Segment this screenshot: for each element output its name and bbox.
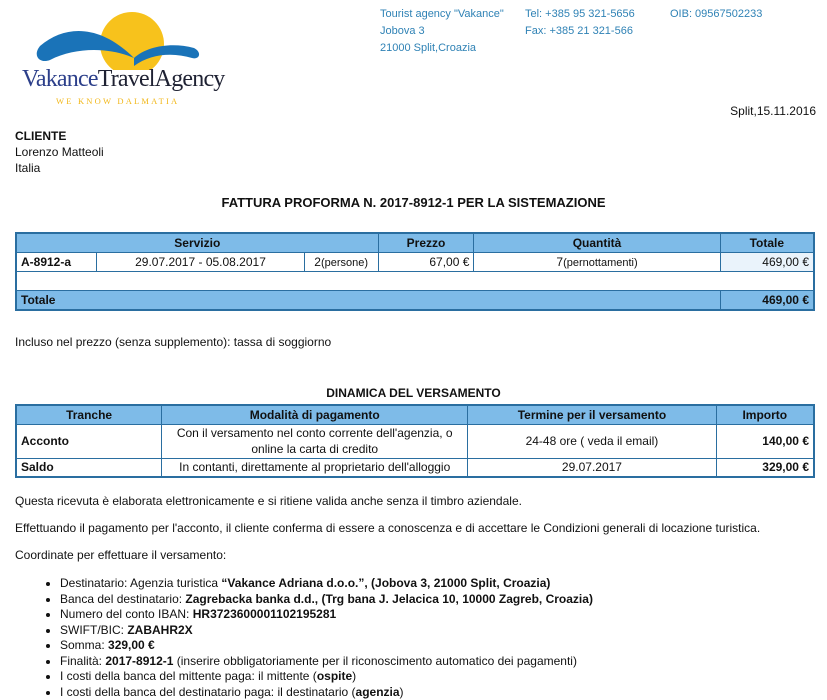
logo-wordmark — [22, 66, 225, 93]
coord-label: Finalità: — [60, 653, 106, 668]
quantity-number: 7 — [556, 254, 564, 269]
coord-label: SWIFT/BIC: — [60, 622, 128, 637]
total-value: 469,00 € — [720, 290, 814, 310]
list-item — [60, 685, 593, 700]
coord-value: agenzia — [355, 684, 400, 699]
total-label: Totale — [16, 290, 720, 310]
coord-suffix: ) — [399, 684, 404, 699]
agency-logo — [22, 8, 232, 104]
list-item — [60, 576, 593, 592]
list-item — [60, 592, 593, 608]
terms-note: Effettuando il pagamento per l'acconto, il cliente conferma di essere a conoscenza e di accettare le Condizioni generali di locazione turistica. — [15, 521, 761, 535]
coord-value: “Vakance Adriana d.o.o.”, (Jobova 3, 21000 Split, Croazia) — [221, 576, 551, 590]
header-quantity: Quantità — [474, 233, 720, 252]
header-method: Modalità di pagamento — [162, 405, 468, 424]
service-code: A-8912-a — [16, 252, 97, 271]
payment-deadline: 24-48 ore ( veda il email) — [468, 424, 716, 458]
payment-amount: 140,00 € — [716, 424, 814, 458]
payment-table-header — [16, 405, 814, 424]
list-item — [60, 623, 593, 639]
header-tranche: Tranche — [16, 405, 162, 424]
receipt-note: Questa ricevuta è elaborata elettronicamente e si ritiene valida anche senza il timbro aziendale. — [15, 494, 522, 508]
coord-label: I costi della banca del mittente paga: il mittente ( — [60, 669, 317, 683]
coord-value: 329,00 € — [108, 638, 155, 652]
document-date: Split,15.11.2016 — [730, 104, 816, 118]
table-row — [16, 424, 814, 458]
agency-oib: OIB: 09567502233 — [670, 8, 763, 20]
client-block — [15, 128, 104, 176]
agency-street: Jobova 3 — [380, 25, 425, 37]
coord-label: Destinatario: Agenzia turistica — [60, 576, 222, 590]
coord-label: I costi della banca del destinatario paga: il destinatario ( — [60, 684, 356, 699]
payment-method-line: Con il versamento nel conto corrente dell'agenzia, o — [176, 426, 453, 440]
persons-unit: (persone) — [320, 256, 369, 269]
list-item — [60, 607, 593, 623]
quantity-unit: (pernottamenti) — [563, 256, 638, 269]
total-row — [16, 290, 814, 310]
spacer-row — [16, 271, 814, 290]
service-price: 67,00 € — [378, 252, 474, 271]
payment-method: In contanti, direttamente al proprietario dell'alloggio — [162, 458, 468, 477]
list-item — [60, 654, 593, 670]
payment-title: DINAMICA DEL VERSAMENTO — [326, 386, 501, 400]
coord-suffix: ) — [352, 669, 357, 683]
persons-number: 2 — [314, 254, 321, 269]
empty-cell — [16, 271, 814, 290]
payment-amount: 329,00 € — [716, 458, 814, 477]
payment-method-line: online la carta di credito — [251, 442, 379, 456]
coord-label: Banca del destinatario: — [60, 591, 186, 606]
included-note: Incluso nel prezzo (senza supplemento): tassa di soggiorno — [15, 335, 332, 349]
logo-tagline: WE KNOW DALMATIA — [56, 96, 180, 106]
list-item — [60, 638, 593, 654]
coord-label: Numero del conto IBAN: — [60, 607, 193, 621]
service-quantity — [474, 252, 720, 271]
header-amount: Importo — [716, 405, 814, 424]
table-row — [16, 252, 814, 271]
tranche-name: Saldo — [16, 458, 162, 477]
coord-value: Zagrebacka banka d.d., (Trg bana J. Jelacica 10, 10000 Zagreb, Croazia) — [185, 591, 593, 606]
payment-coordinates-list — [42, 576, 593, 700]
header-deadline: Termine per il versamento — [468, 405, 716, 424]
payment-deadline: 29.07.2017 — [468, 458, 716, 477]
client-country: Italia — [15, 161, 41, 175]
list-item — [60, 669, 593, 685]
header-service: Servizio — [16, 233, 378, 252]
coords-intro: Coordinate per effettuare il versamento: — [15, 548, 227, 562]
header-price: Prezzo — [378, 233, 474, 252]
client-label: CLIENTE — [15, 129, 67, 143]
agency-fax: Fax: +385 21 321-566 — [525, 25, 633, 37]
service-table — [15, 232, 815, 311]
coord-value: ospite — [316, 669, 353, 683]
sun-wave-logo-icon — [22, 8, 222, 70]
agency-contacts — [525, 6, 635, 40]
client-name: Lorenzo Matteoli — [15, 145, 104, 159]
logo-word-travelagency: TravelAgency — [97, 66, 225, 92]
agency-address — [380, 6, 504, 57]
service-dates: 29.07.2017 - 05.08.2017 — [97, 252, 304, 271]
service-table-header — [16, 233, 814, 252]
coord-value: HR3723600001102195281 — [192, 607, 337, 621]
header-total: Totale — [720, 233, 814, 252]
agency-city: 21000 Split,Croazia — [380, 42, 477, 54]
coord-label: Somma: — [60, 638, 109, 652]
logo-word-vakance: Vakance — [22, 66, 98, 92]
payment-table — [15, 404, 815, 478]
coord-value: ZABAHR2X — [127, 622, 193, 637]
service-persons — [304, 252, 378, 271]
coord-value: 2017-8912-1 — [105, 653, 174, 668]
agency-name: Tourist agency "Vakance" — [380, 8, 504, 20]
tranche-name: Acconto — [16, 424, 162, 458]
service-total: 469,00 € — [720, 252, 814, 271]
coord-suffix: (inserire obbligatoriamente per il riconoscimento automatico dei pagamenti) — [173, 653, 577, 668]
invoice-title: FATTURA PROFORMA N. 2017-8912-1 PER LA SISTEMAZIONE — [221, 195, 606, 210]
payment-method — [162, 424, 468, 458]
agency-tel: Tel: +385 95 321-5656 — [525, 8, 635, 20]
table-row — [16, 458, 814, 477]
